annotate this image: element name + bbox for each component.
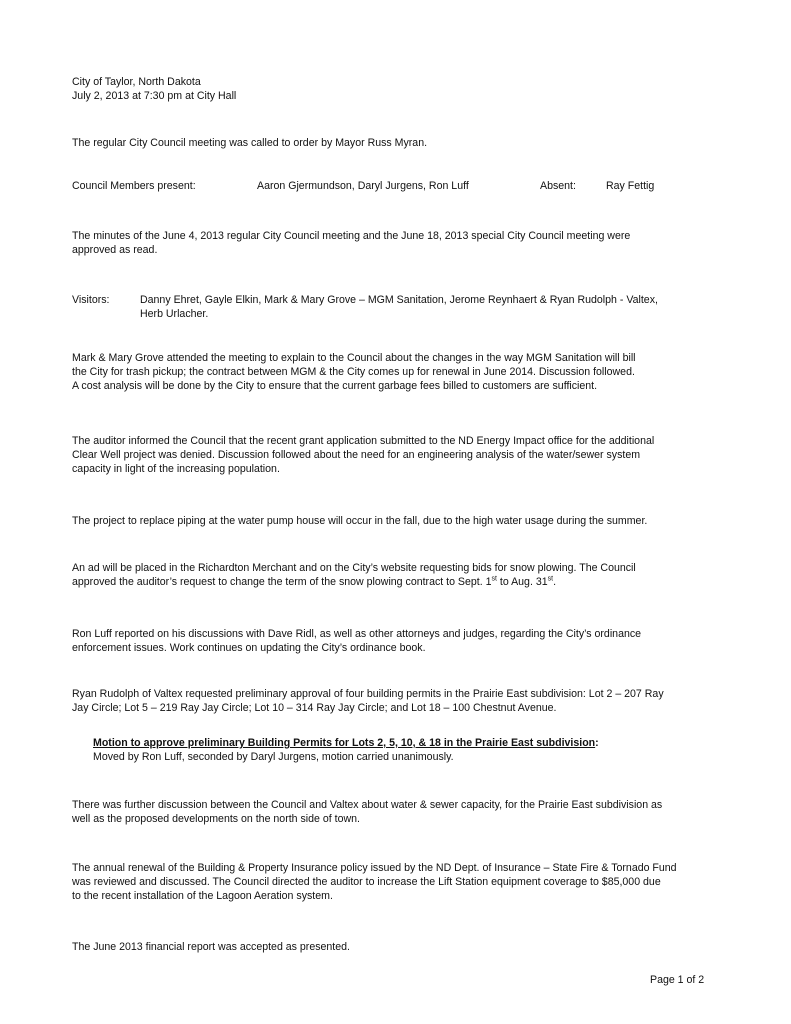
piping-text: The project to replace piping at the water pump house will occur in the fall, due to the high water usage during the summer. [72, 515, 648, 527]
snow-line-1: An ad will be placed in the Richardton Merchant and on the City’s website requesting bids for snow plowing. The Council [72, 562, 636, 574]
snow-line-2-mid: to Aug. 31 [496, 576, 548, 589]
visitors-list [140, 293, 730, 321]
header-block [72, 75, 722, 103]
capacity-line: There was further discussion between the Council and Valtex about water & sewer capacity, for the Prairie East subdivision as [72, 799, 663, 811]
insurance-line: was reviewed and discussed. The Council directed the auditor to increase the Lift Station equipment coverage to $85,000 due [72, 876, 661, 889]
ordinance-line: enforcement issues. Work continues on updating the City’s ordinance book. [72, 642, 426, 655]
mgm-line: A cost analysis will be done by the City to ensure that the current garbage fees billed to customers are sufficient. [72, 380, 598, 393]
page-number: Page 1 of 2 [650, 974, 705, 986]
ordinance-line: Ron Luff reported on his discussions with Dave Ridl, as well as other attorneys and judges, regarding the City’s ordinance [72, 628, 642, 640]
permits-paragraph [72, 687, 722, 715]
call-to-order [72, 136, 722, 150]
superscript-st: st [491, 575, 497, 583]
financial-paragraph [72, 940, 722, 954]
snow-paragraph [72, 561, 722, 589]
header-city: City of Taylor, North Dakota [72, 76, 201, 88]
visitors-label: Visitors: [72, 294, 110, 306]
present-names: Aaron Gjermundson, Daryl Jurgens, Ron Luff [257, 180, 469, 192]
financial-text: The June 2013 financial report was accepted as presented. [72, 941, 350, 953]
capacity-paragraph [72, 798, 722, 826]
ordinance-paragraph [72, 627, 722, 655]
permits-line: Jay Circle; Lot 5 – 219 Ray Jay Circle; Lot 10 – 314 Ray Jay Circle; and Lot 18 – 100 Chestnut Avenue. [72, 702, 557, 715]
visitors-line: Danny Ehret, Gayle Elkin, Mark & Mary Grove – MGM Sanitation, Jerome Reynhaert & Ryan Rudolph - Valtex, [140, 294, 658, 306]
mgm-line: the City for trash pickup; the contract between MGM & the City comes up for renewal in June 2014. Discussion followed. [72, 366, 635, 379]
capacity-line: well as the proposed developments on the north side of town. [72, 813, 360, 826]
motion-text: Moved by Ron Luff, seconded by Daryl Jurgens, motion carried unanimously. [93, 751, 454, 764]
minutes-line: The minutes of the June 4, 2013 regular City Council meeting and the June 18, 2013 special City Council meeting were [72, 230, 631, 242]
snow-line-2-end: . [553, 576, 557, 589]
insurance-line: to the recent installation of the Lagoon Aeration system. [72, 890, 333, 903]
grant-line: Clear Well project was denied. Discussion followed about the need for an engineering analysis of the water/sewer system [72, 449, 641, 462]
insurance-paragraph [72, 861, 722, 904]
present-label: Council Members present: [72, 180, 196, 192]
grant-line: The auditor informed the Council that the recent grant application submitted to the ND Energy Impact office for the additional [72, 435, 655, 447]
minutes-paragraph [72, 229, 722, 257]
header-date: July 2, 2013 at 7:30 pm at City Hall [72, 90, 237, 103]
absent-names: Ray Fettig [606, 180, 655, 192]
attendance-row [72, 179, 732, 194]
motion-heading [93, 736, 733, 750]
grant-line: capacity in light of the increasing population. [72, 463, 280, 476]
mgm-paragraph [72, 351, 722, 394]
minutes-line: approved as read. [72, 244, 158, 257]
motion-title: Motion to approve preliminary Building Permits for Lots 2, 5, 10, & 18 in the Prairie East subdivision [93, 737, 596, 749]
grant-paragraph [72, 434, 722, 477]
absent-label: Absent: [540, 180, 576, 192]
permits-line: Ryan Rudolph of Valtex requested preliminary approval of four building permits in the Prairie East subdivision: Lot 2 – 207 Ray [72, 688, 664, 700]
mgm-line: Mark & Mary Grove attended the meeting to explain to the Council about the changes in the way MGM Sanitation will bill [72, 352, 636, 364]
piping-paragraph [72, 514, 722, 528]
visitors-line: Herb Urlacher. [140, 308, 209, 321]
snow-line-2 [72, 575, 722, 589]
insurance-line: The annual renewal of the Building & Property Insurance policy issued by the ND Dept. of Insurance – State Fire & Tornado Fund [72, 862, 677, 874]
snow-line-2-start: approved the auditor’s request to change the term of the snow plowing contract to Sept. 1 [72, 576, 492, 589]
motion-colon: : [595, 737, 599, 749]
superscript-st: st [547, 575, 554, 583]
call-to-order-text: The regular City Council meeting was called to order by Mayor Russ Myran. [72, 137, 428, 149]
motion-block [93, 736, 733, 764]
